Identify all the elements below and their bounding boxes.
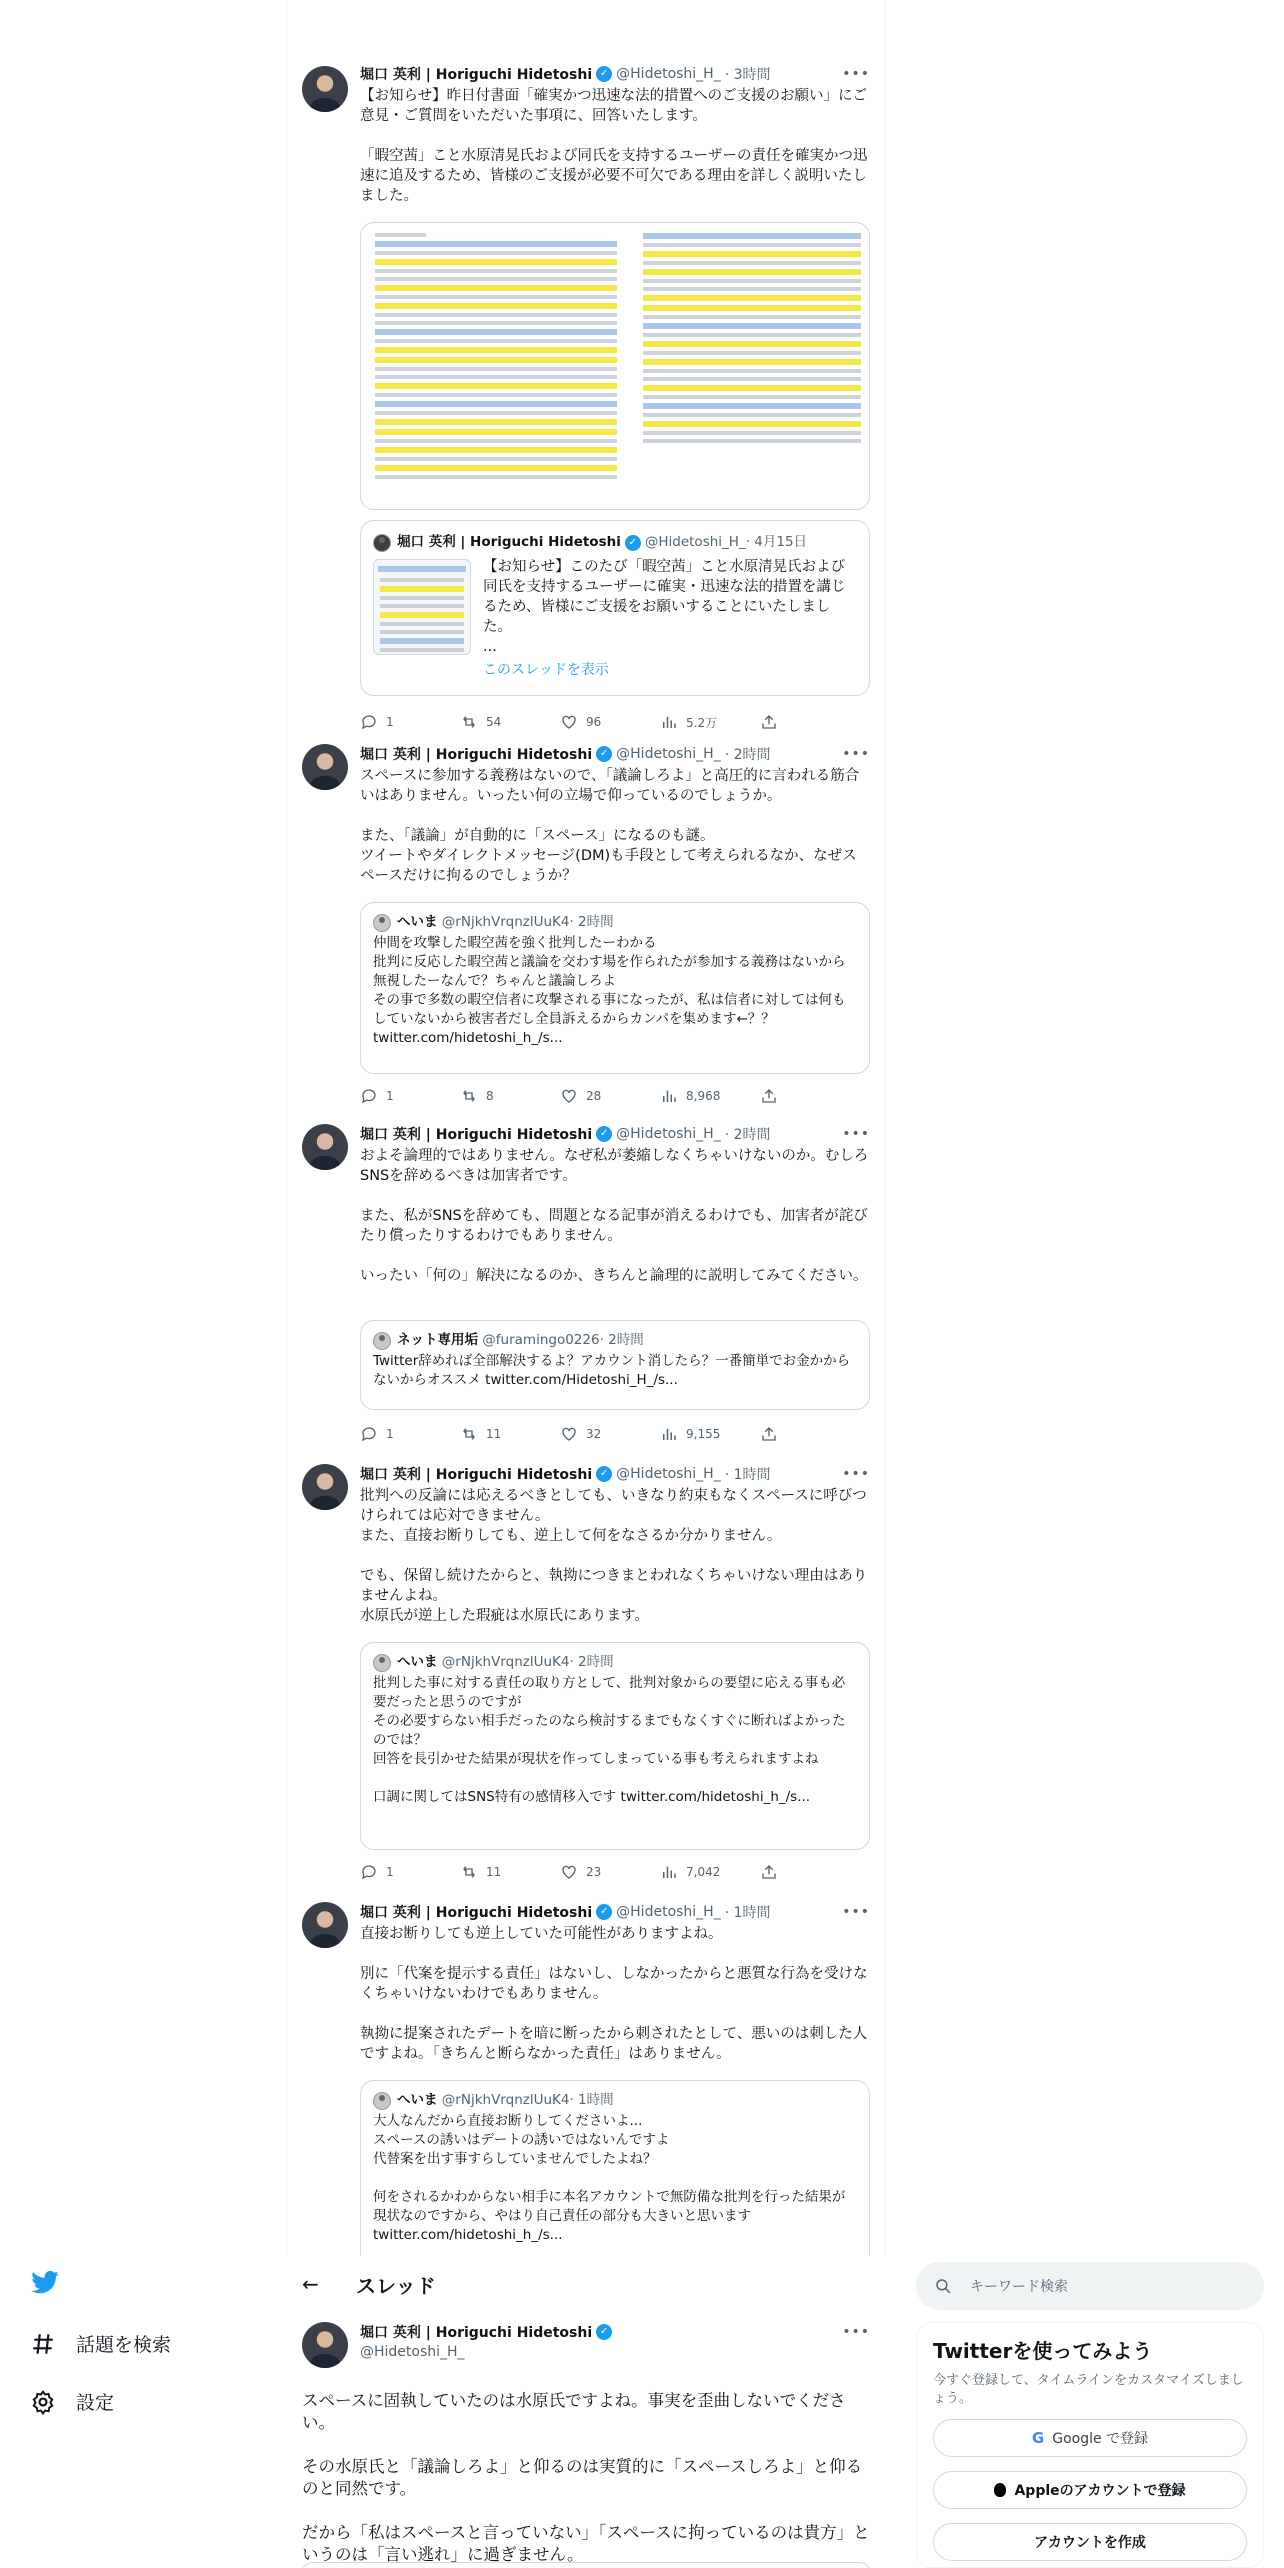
- views-button[interactable]: 8,968: [660, 1087, 760, 1105]
- quote-avatar: [373, 1654, 391, 1672]
- quoted-tweet[interactable]: [360, 520, 870, 696]
- quote-handle: @Hidetoshi_H_: [644, 534, 746, 550]
- create-account-label: アカウントを作成: [1034, 2535, 1146, 2551]
- nav-explore-label: 話題を検索: [76, 2334, 172, 2356]
- gear-icon: [30, 2389, 56, 2415]
- back-arrow-icon[interactable]: ←: [302, 2272, 319, 2296]
- apple-signup-button[interactable]: [933, 2471, 1247, 2509]
- tweet-1[interactable]: [286, 60, 886, 730]
- share-icon: [760, 1087, 778, 1105]
- quote-handle: @rNjkhVrqnzlUuK4: [441, 1654, 570, 1670]
- verified-icon: ✓: [596, 1466, 612, 1482]
- tweet-text: スペースに参加する義務はないので、「議論しろよ」と高圧的に言われる筋合いはありません。いったい何の立場で仰っているのでしょうか。 また、「議論」が自動的に「スペース」になるのも謎。 ツイートやダイレクトメッセージ(DM)も手段として考えられるなか、なぜスペースだけに拘るのでしょうか？: [360, 768, 860, 884]
- heart-icon: [560, 1087, 578, 1105]
- author-handle[interactable]: @Hidetoshi_H_: [360, 2344, 465, 2360]
- author-handle[interactable]: @Hidetoshi_H_: [616, 1466, 721, 1482]
- verified-icon: ✓: [596, 66, 612, 82]
- reply-icon: [360, 1087, 378, 1105]
- quote-time: · 2時間: [569, 1654, 614, 1670]
- heart-icon: [560, 1863, 578, 1881]
- apple-signup-label: Appleのアカウントで登録: [1014, 2483, 1186, 2499]
- reply-button[interactable]: 1: [360, 1425, 460, 1443]
- show-thread-link[interactable]: このスレッドを表示: [483, 662, 609, 678]
- reply-button[interactable]: 1: [360, 1863, 460, 1881]
- more-icon[interactable]: •••: [842, 1126, 870, 1142]
- nav-settings[interactable]: [30, 2388, 114, 2415]
- like-button[interactable]: 96: [560, 713, 660, 731]
- avatar[interactable]: [302, 1124, 348, 1170]
- share-icon: [760, 1863, 778, 1881]
- tweet-time[interactable]: · 2時間: [724, 1127, 771, 1143]
- quote-text: Twitter辞めれば全部解決するよ？アカウント消したら？一番簡単でお金かからないからオススメ twitter.com/Hidetoshi_H_/s...: [373, 1353, 851, 1388]
- thread-header: [286, 2256, 886, 2312]
- retweet-icon: [460, 713, 478, 731]
- reply-button[interactable]: 1: [360, 1087, 460, 1105]
- quote-thumbnail: [373, 559, 471, 655]
- views-icon: [660, 1425, 678, 1443]
- apple-icon: [994, 2483, 1006, 2497]
- author-handle[interactable]: @Hidetoshi_H_: [616, 1126, 721, 1142]
- quote-time: · 1時間: [569, 2092, 614, 2108]
- author-name[interactable]: 堀口 英利 | Horiguchi Hidetoshi: [360, 1467, 593, 1483]
- more-icon[interactable]: •••: [842, 1466, 870, 1482]
- more-icon[interactable]: •••: [842, 1904, 870, 1920]
- views-icon: [660, 713, 678, 731]
- author-name[interactable]: 堀口 英利 | Horiguchi Hidetoshi: [360, 1905, 593, 1921]
- tweet-3[interactable]: [286, 1120, 886, 1458]
- quoted-tweet[interactable]: [360, 902, 870, 1074]
- share-button[interactable]: [760, 1863, 786, 1881]
- google-signup-button[interactable]: [933, 2419, 1247, 2457]
- quote-author-name: へいま: [397, 2092, 438, 2108]
- document-page-right: [637, 229, 867, 503]
- tweet-4[interactable]: [286, 1460, 886, 1896]
- views-icon: [660, 1087, 678, 1105]
- avatar[interactable]: [302, 2322, 348, 2368]
- quote-author-name: へいま: [397, 1654, 438, 1670]
- author-name[interactable]: 堀口 英利 | Horiguchi Hidetoshi: [360, 67, 593, 83]
- google-signup-label: Google で登録: [1052, 2431, 1149, 2447]
- retweet-icon: [460, 1087, 478, 1105]
- views-icon: [660, 1863, 678, 1881]
- author-handle[interactable]: @Hidetoshi_H_: [616, 746, 721, 762]
- tweet-time[interactable]: · 2時間: [724, 747, 771, 763]
- search-icon: [934, 2277, 952, 2295]
- more-icon[interactable]: •••: [842, 2324, 870, 2340]
- retweet-icon: [460, 1425, 478, 1443]
- author-name[interactable]: 堀口 英利 | Horiguchi Hidetoshi: [360, 1127, 593, 1143]
- author-name[interactable]: 堀口 英利 | Horiguchi Hidetoshi: [360, 747, 593, 763]
- verified-icon: ✓: [625, 535, 641, 551]
- quote-time: · 4月15日: [745, 534, 808, 550]
- signup-desc: 今すぐ登録して、タイムラインをカスタマイズしましょう。: [933, 2373, 1244, 2406]
- search-placeholder: キーワード検索: [970, 2279, 1068, 2295]
- verified-icon: ✓: [596, 1904, 612, 1920]
- quote-avatar: [373, 1332, 391, 1350]
- share-button[interactable]: [760, 1087, 786, 1105]
- reply-icon: [360, 1863, 378, 1881]
- like-button[interactable]: 32: [560, 1425, 660, 1443]
- quote-time: · 2時間: [569, 914, 614, 930]
- quote-author-name: ネット専用垢: [397, 1332, 478, 1348]
- search-input[interactable]: [916, 2262, 1264, 2310]
- share-icon: [760, 1425, 778, 1443]
- quote-avatar: [373, 914, 391, 932]
- verified-icon: ✓: [596, 746, 612, 762]
- quote-author-name: 堀口 英利 | Horiguchi Hidetoshi: [397, 534, 621, 550]
- author-name[interactable]: 堀口 英利 | Horiguchi Hidetoshi: [360, 2325, 593, 2341]
- reply-icon: [360, 713, 378, 731]
- views-button[interactable]: 7,042: [660, 1863, 760, 1881]
- share-button[interactable]: [760, 1425, 786, 1443]
- quoted-tweet[interactable]: [360, 1320, 870, 1410]
- verified-icon: ✓: [596, 2324, 612, 2340]
- tweet-time[interactable]: · 1時間: [724, 1905, 771, 1921]
- retweet-button[interactable]: 8: [460, 1087, 560, 1105]
- quote-text: 大人なんだから直接お断りしてくださいよ... スペースの誘いはデートの誘いではないんですよ 代替案を出す事すらしていませんでしたよね？ 何をされるかわからない相手に本名アカウントで無防備な批判を行った結果が現状なのですから、やはり自己責任の部分も大きいと思います twitter.com/hidetoshi_h_/s...: [373, 2113, 846, 2243]
- quote-author-name: へいま: [397, 914, 438, 930]
- author-handle[interactable]: @Hidetoshi_H_: [616, 66, 721, 82]
- create-account-button[interactable]: [933, 2523, 1247, 2561]
- signup-title: Twitterを使ってみよう: [933, 2339, 1153, 2363]
- tweet-text: 批判への反論には応えるべきとしても、いきなり約束もなくスペースに呼びつけられては応対できません。 また、直接お断りしても、逆上して何をなさるか分かりません。 でも、保留し続けたからと、執拗につきまとわれなくちゃいけない理由はありませんよね。 水原氏が逆上した瑕疵は水原氏にあります。: [360, 1488, 868, 1624]
- quote-avatar: [373, 534, 391, 552]
- tweet-2[interactable]: [286, 740, 886, 1116]
- reply-button[interactable]: 1: [360, 713, 460, 731]
- quote-text: 仲間を攻撃した暇空茜を強く批判したーわかる 批判に反応した暇空茜と議論を交わす場を作られたが参加する義務はないから無視したーなんで？ちゃんと議論しろよ その事で多数の暇空信者に攻撃される事になったが、私は信者に対しては何もしていないから被害者だし全員訴えるからカンパを集めます←？？ twitter.com/hidetoshi_h_/s...: [373, 935, 846, 1046]
- twitter-logo-icon[interactable]: [30, 2270, 60, 2300]
- tweet-time[interactable]: · 3時間: [724, 67, 771, 83]
- quoted-tweet[interactable]: [360, 2080, 870, 2256]
- google-icon: G: [1031, 2429, 1045, 2447]
- main-tweet[interactable]: [286, 2312, 886, 2568]
- retweet-button[interactable]: 54: [460, 713, 560, 731]
- nav-explore[interactable]: [30, 2330, 171, 2357]
- author-handle[interactable]: @Hidetoshi_H_: [616, 1904, 721, 1920]
- avatar[interactable]: [302, 744, 348, 790]
- retweet-button[interactable]: 11: [460, 1425, 560, 1443]
- like-button[interactable]: 23: [560, 1863, 660, 1881]
- heart-icon: [560, 713, 578, 731]
- verified-icon: ✓: [596, 1126, 612, 1142]
- quote-handle: @rNjkhVrqnzlUuK4: [441, 914, 570, 930]
- like-button[interactable]: 28: [560, 1087, 660, 1105]
- views-button[interactable]: 5.2万: [660, 713, 760, 731]
- retweet-icon: [460, 1863, 478, 1881]
- quote-time: · 2時間: [599, 1332, 644, 1348]
- page-title: スレッド: [356, 2273, 436, 2298]
- quote-handle: @rNjkhVrqnzlUuK4: [441, 2092, 570, 2108]
- quote-handle: @furamingo0226: [482, 1332, 600, 1348]
- tweet-text: およそ論理的ではありません。なぜ私が萎縮しなくちゃいけないのか。むしろSNSを辞めるべきは加害者です。 また、私がSNSを辞めても、問題となる記事が消えるわけでも、加害者が詫びたり償ったりするわけでもありません。 いったい「何の」解決になるのか、きちんと論理的に説明してみてください。: [360, 1148, 869, 1284]
- share-icon: [760, 713, 778, 731]
- views-button[interactable]: 9,155: [660, 1425, 760, 1443]
- avatar[interactable]: [302, 1902, 348, 1948]
- more-icon[interactable]: •••: [842, 66, 870, 82]
- heart-icon: [560, 1425, 578, 1443]
- document-image[interactable]: [360, 222, 870, 510]
- main-tweet-quote-edge: [302, 2562, 870, 2568]
- tweet-text: 【お知らせ】昨日付書面「確実かつ迅速な法的措置へのご支援のお願い」にご意見・ご質問をいただいた事項に、回答いたします。 「暇空茜」こと水原清晃氏および同氏を支持するユーザーの責任を確実かつ迅速に追及するため、皆様のご支援が必要不可欠である理由を詳しく説明いたしました。: [360, 88, 868, 204]
- more-icon[interactable]: •••: [842, 746, 870, 762]
- quote-avatar: [373, 2092, 391, 2110]
- reply-icon: [360, 1425, 378, 1443]
- quote-text: 【お知らせ】このたび「暇空茜」こと水原清晃氏および同氏を支持するユーザーに確実・迅速な法的措置を講じるため、皆様にご支援をお願いすることにいたしました。 ...: [483, 559, 846, 655]
- quoted-tweet[interactable]: [360, 1642, 870, 1850]
- tweet-5[interactable]: [286, 1898, 886, 2256]
- main-tweet-author[interactable]: [360, 2322, 616, 2360]
- document-page-left: [369, 229, 623, 503]
- retweet-button[interactable]: 11: [460, 1863, 560, 1881]
- main-tweet-text: スペースに固執していたのは水原氏ですよね。事実を歪曲しないでください。 その水原氏と「議論しろよ」と仰るのは実質的に「スペースしろよ」と仰るのと同然です。 だから「私はスペースと言っていない」「スペースに拘っているのは貴方」というのは「言い逃れ」に過ぎません。: [302, 2391, 870, 2564]
- avatar[interactable]: [302, 66, 348, 112]
- nav-settings-label: 設定: [76, 2392, 115, 2414]
- tweet-time[interactable]: · 1時間: [724, 1467, 771, 1483]
- avatar[interactable]: [302, 1464, 348, 1510]
- tweet-text: 直接お断りしても逆上していた可能性がありますよね。 別に「代案を提示する責任」はないし、しなかったからと悪質な行為を受けなくちゃいけないわけでもありません。 執拗に提案されたデートを暗に断ったから刺されたとして、悪いのは刺した人ですよね。「きちんと断らなかった責任」はありません。: [360, 1926, 868, 2062]
- signup-card: [916, 2322, 1264, 2568]
- share-button[interactable]: [760, 713, 786, 731]
- quote-text: 批判した事に対する責任の取り方として、批判対象からの要望に応える事も必要だったと思うのですが その必要すらない相手だったのなら検討するまでもなくすぐに断ればよかったのでは？ 回答を長引かせた結果が現状を作ってしまっている事も考えられますよね 口調に関してはSNS特有の感情移入です twitter.com/hidetoshi_h_/s...: [373, 1675, 846, 1805]
- hashtag-icon: [30, 2331, 56, 2357]
